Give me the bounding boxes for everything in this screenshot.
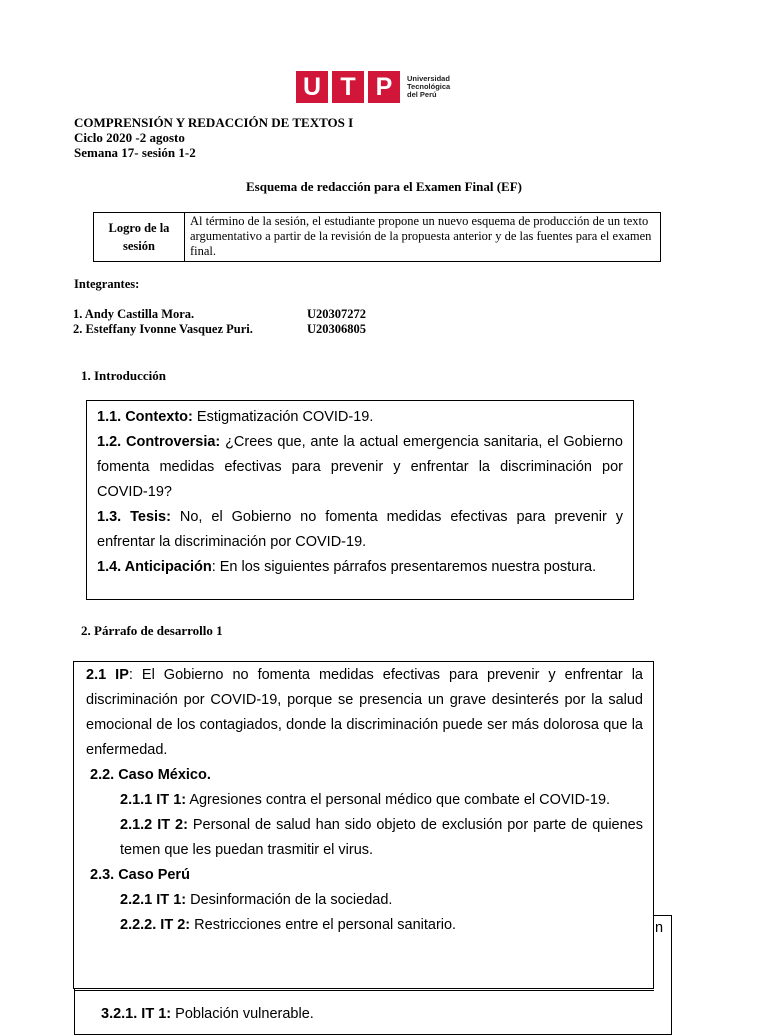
intro-item-label: 1.3. Tesis: <box>97 509 171 525</box>
section-3-edge-text: n <box>655 920 664 936</box>
member-name: 2. Esteffany Ivonne Vasquez Puri. <box>73 322 253 336</box>
case-item-label: 2.1.2 IT 2: <box>120 817 188 833</box>
section-2-title: 2. Párrafo de desarrollo 1 <box>81 623 223 638</box>
desarrollo-1-box <box>73 661 654 989</box>
utp-logo <box>296 70 450 104</box>
case-item <box>86 913 643 938</box>
case-item <box>86 813 643 863</box>
intro-item <box>97 555 623 580</box>
intro-item <box>97 505 623 555</box>
logro-table <box>93 212 661 262</box>
introduccion-box <box>86 400 634 600</box>
intro-item-label: 1.4. Anticipación <box>97 559 212 575</box>
intro-item-text: ¿Crees que, ante la actual emergencia sanitaria, el Gobierno fomenta medidas efectivas para prevenir y enfrentar la discriminación por COVID-19? <box>97 434 623 500</box>
ip-paragraph <box>86 663 643 763</box>
case-item-label: 2.2.2. IT 2: <box>120 917 191 933</box>
intro-item-label: 1.1. Contexto: <box>97 409 193 425</box>
section-3-divider <box>74 990 654 992</box>
ip-label: 2.1 IP <box>86 667 129 683</box>
logo-university-name: Universidad Tecnológica del Perú <box>407 74 451 99</box>
course-name: COMPRENSIÓN Y REDACCIÓN DE TEXTOS I <box>74 115 354 130</box>
intro-item-text: : En los siguientes párrafos presentaremos nuestra postura. <box>211 559 597 575</box>
cycle-line: Ciclo 2020 -2 agosto <box>74 130 185 145</box>
ip-text: : El Gobierno no fomenta medidas efectivas para prevenir y enfrentar la discriminación por COVID-19, porque se presencia un grave desinterés por la salud emocional de los contagiados, donde la discriminación puede ser más dolorosa que la enfermedad. <box>86 667 644 758</box>
case-heading: 2.3. Caso Perú <box>90 867 190 883</box>
member-row <box>73 322 367 337</box>
intro-item-text: No, el Gobierno no fomenta medidas efectivas para prevenir y enfrentar la discriminación por COVID-19. <box>97 509 623 550</box>
section-3-item-text: Población vulnerable. <box>171 1006 314 1022</box>
case-item-label: 2.2.1 IT 1: <box>120 892 187 908</box>
logo-letter-p: P <box>368 71 400 103</box>
week-line: Semana 17- sesión 1-2 <box>74 145 196 160</box>
logo-letter-t: T <box>332 71 364 103</box>
intro-item <box>97 430 623 505</box>
case-item-text: Personal de salud han sido objeto de exclusión por parte de quienes temen que les puedan trasmitir el virus. <box>120 817 643 858</box>
member-code: U20307272 <box>307 307 367 321</box>
section-3-item-label: 3.2.1. IT 1: <box>101 1006 172 1022</box>
case-item-text: Agresiones contra el personal médico que combate el COVID-19. <box>186 792 611 808</box>
case-item-text: Restricciones entre el personal sanitario. <box>190 917 457 933</box>
document-title: Esquema de redacción para el Examen Final (EF) <box>245 179 522 194</box>
case-heading: 2.2. Caso México. <box>90 767 211 783</box>
integrantes-label: Integrantes: <box>74 277 140 291</box>
case-item-label: 2.1.1 IT 1: <box>120 792 187 808</box>
logo-letter-u: U <box>296 71 328 103</box>
intro-item-text: Estigmatización COVID-19. <box>192 409 374 425</box>
member-code: U20306805 <box>307 322 367 336</box>
case-item <box>86 788 643 813</box>
logro-text: Al término de la sesión, el estudiante propone un nuevo esquema de producción de un texto argumentativo a partir de la revisión de la propuesta anterior y de las fuentes para el examen final. <box>190 214 652 258</box>
case-item <box>86 888 643 913</box>
case-item-text: Desinformación de la sociedad. <box>186 892 393 908</box>
intro-item <box>97 405 623 430</box>
member-row <box>73 307 367 322</box>
member-name: 1. Andy Castilla Mora. <box>73 307 195 321</box>
logro-label: Logro de la sesión <box>94 213 185 261</box>
section-3-item <box>101 1006 314 1022</box>
intro-item-label: 1.2. Controversia: <box>97 434 221 450</box>
section-1-title: 1. Introducción <box>81 368 166 383</box>
